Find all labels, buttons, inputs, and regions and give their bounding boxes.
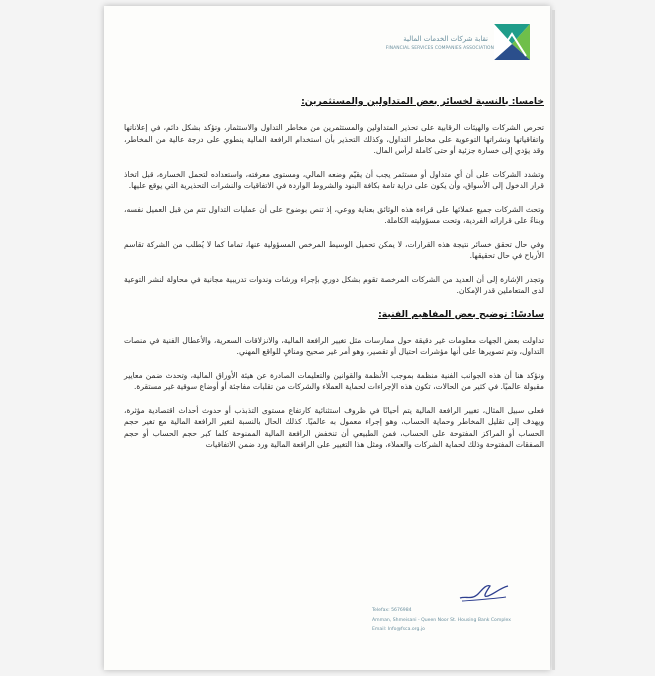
letter-page — [104, 6, 550, 670]
footer-contact — [372, 606, 550, 635]
section-5-paragraph-1: تحرص الشركات والهيئات الرقابية على تحذير المتداولين والمستثمرين من مخاطر التداول والاستثمار، وتؤكد بشكل دائم، في إعلاناتها واتفاقياتها ونشراتها التوعوية على مخاطر التداول، وكذلك التحذير بأن استخدام الرافعة المالية ينطوي على درجة عالية من المخاطر، وقد يؤدي إلى خسارة جزئية أو حتى كاملة لرأس المال. — [124, 123, 544, 155]
section-6-paragraph-1: تداولت بعض الجهات معلومات غير دقيقة حول ممارسات مثل تغيير الرافعة المالية، والانزلاقات السعرية، والأعطال الفنية في منصات التداول، وتم تصويرها على أنها مؤشرات احتيال أو تقصير، وهو أمر غير صحيح ومنافٍ للواقع المهني. — [124, 335, 544, 356]
section-title-6: سادسًا: توضيح بعض المفاهيم الفنية: — [378, 308, 544, 320]
association-logo-icon — [492, 22, 532, 62]
section-6-paragraph-2: ونؤكد هنا أن هذه الجوانب الفنية منظمة بموجب الأنظمة والقوانين والتعليمات الصادرة عن هيئة الأوراق المالية، وتحدث ضمن معايير مقبولة عالميًا. في كثير من الحالات، تكون هذه الإجراءات لحماية العملاء والشركات من تقلبات مفاجئة أو أوضاع سوقية غير مستقرة. — [124, 370, 544, 391]
section-5-paragraph-3: وتحث الشركات جميع عملائها على قراءة هذه الوثائق بعناية ووعي، إذ تنص بوضوح على أن عمليات التداول تتم من قبل العميل نفسه، وبناءً على قراراته الفردية، وتحت مسؤوليته الكاملة. — [124, 204, 544, 225]
org-name-english: FINANCIAL SERVICES COMPANIES ASSOCIATION — [385, 46, 494, 51]
org-name-arabic: نقابة شركات الخدمات المالية — [403, 35, 488, 43]
section-5-paragraph-2: وتشدد الشركات على أن أي متداول أو مستثمر يجب أن يقيّم وضعه المالي، ومستوى معرفته، واستعداده لتحمل الخسارة، قبل اتخاذ قرار الدخول إلى الأسواق، وأن يكون على دراية تامة بكافة البنود والشروط الواردة في الاتفاقيات والنشرات التحذيرية التي يوقع عليها. — [124, 169, 544, 190]
section-5-paragraph-4: وفي حال تحقق خسائر نتيجة هذه القرارات، لا يمكن تحميل الوسيط المرخص المسؤولية عنها، تماما كما لا يُطلب من الشركة تقاسم الأرباح في حال تحقيقها. — [124, 239, 544, 260]
section-6-paragraph-3: فعلى سبيل المثال، تغيير الرافعة المالية يتم أحيانًا في ظروف استثنائية كارتفاع مستوى التذبذب أو حدوث أحداث اقتصادية مؤثرة، ويهدف إلى تقليل المخاطر وحماية الحساب، وهو إجراء معمول به عالميًا. كذلك الحال بالنسبة لتغير الرافعة المالية مع تغير حجم الحساب أو المراكز المفتوحة على الحساب، فمن الطبيعي أن تنخفض الرافعة المالية الممنوحة كلما كبر حجم الحساب أو حجم الصفقات المفتوحة وذلك لحماية الشركات والعملاء، ومثل هذا التغيير على الرافعة المالية ورد ضمن الاتفاقيات — [124, 405, 544, 449]
footer-email: Email: Info@fsca.org.jo — [372, 627, 425, 632]
letter-body — [124, 96, 544, 463]
section-title-5: خامسا: بالنسبة لخسائر بعض المتداولين والمستثمرين: — [301, 96, 544, 107]
footer-telefax: Telefax: 5676984 — [372, 608, 412, 613]
signature-icon — [456, 578, 512, 604]
footer-address: Amman, Shmeisani - Queen Noor St. Housing Bank Complex — [372, 617, 511, 623]
page-edge-shadow — [552, 10, 555, 670]
section-5-paragraph-5: وتجدر الإشارة إلى أن العديد من الشركات المرخصة تقوم بشكل دوري بإجراء ورشات وندوات تدريبية مجانية في محاولة لنشر التوعية لدى المتعاملين قدر الإمكان. — [124, 274, 544, 295]
